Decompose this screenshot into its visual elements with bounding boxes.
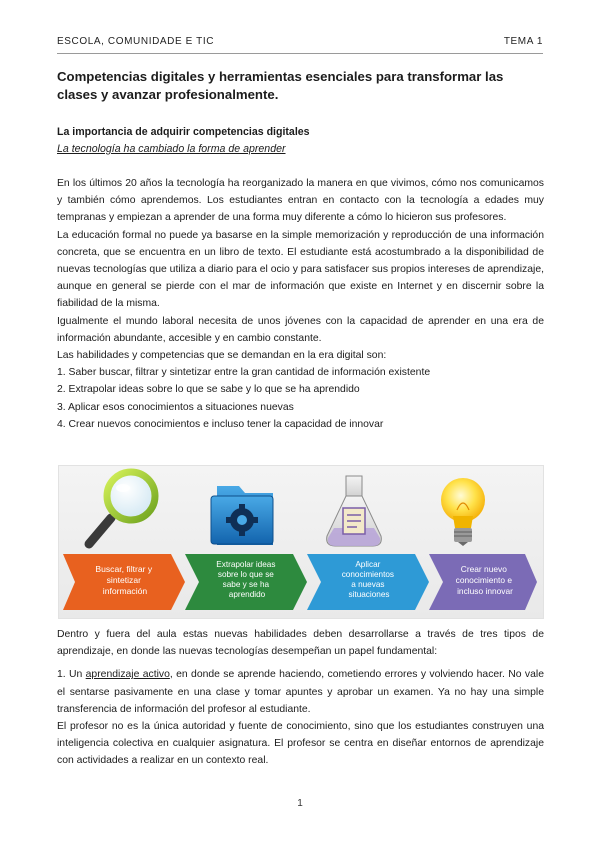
- list-number: 1. Un: [57, 669, 86, 681]
- paragraph: Las habilidades y competencias que se demandan en la era digital son:: [57, 350, 387, 362]
- header-divider: [57, 53, 543, 54]
- header-course-title: ESCOLA, COMUNIDADE E TIC: [57, 36, 215, 47]
- arrow-step-1-label: Buscar, filtrar y sintetizar información: [95, 564, 153, 596]
- header-topic-label: TEMA 1: [503, 36, 543, 47]
- page-header: [57, 36, 543, 52]
- list-item: 2. Extrapolar ideas sobre lo que se sabe y lo que se ha aprendido: [57, 384, 360, 396]
- section-heading: La importancia de adquirir competencias digitales: [57, 126, 310, 138]
- arrow-step-2-label: Extrapolar ideas sobre lo que se sabe y se ha aprendido: [216, 560, 276, 599]
- light-bulb-icon: [441, 478, 485, 546]
- arrow-step-3: [307, 554, 429, 610]
- magnifying-glass-icon: [89, 472, 155, 544]
- flask-document-icon: [327, 476, 382, 546]
- paragraph: Igualmente el mundo laboral necesita de unos jóvenes con la capacidad de aprender en una era de información abundante, accesible y en cambio constante.: [57, 315, 544, 344]
- folder-gear-icon: [211, 486, 273, 545]
- paragraph: Dentro y fuera del aula estas nuevas habilidades deben desarrollarse a través de tres tipos de aprendizaje, en donde las nuevas tecnologías desempeñan un papel fundamental:: [57, 629, 544, 658]
- arrow-step-4-label: Crear nuevo conocimiento e incluso innovar: [455, 564, 513, 596]
- paragraph-text: , en donde se aprende haciendo, cometiendo errores y volviendo hacer. No vale el sentarse pasivamente en una clase y tomar apuntes y aprobar un examen. Ya no hay una simple transferencia de información del profesor al estudiante.: [57, 669, 544, 715]
- arrow-step-1: [63, 554, 185, 610]
- arrow-step-2: [185, 554, 307, 610]
- paragraph: El profesor no es la única autoridad y fuente de conocimiento, sino que los estudiantes construyen una inteligencia colectiva en cualquier asignatura. El profesor se centra en diseñar entornos de aprendizaje con actividades a realizar en un contexto real.: [57, 721, 544, 767]
- paragraph: En los últimos 20 años la tecnología ha reorganizado la manera en que vivimos, cómo nos comunicamos y también cómo aprendemos. Los estudiantes entran en contacto con la tecnología a edades muy tempranas y empiezan a aprender de una forma muy diferente a cómo lo hicieron sus profesores.: [57, 178, 544, 224]
- body-block-2: [57, 626, 544, 770]
- list-item: 1. Saber buscar, filtrar y sintetizar entre la gran cantidad de información existente: [57, 367, 431, 379]
- document-title: Competencias digitales y herramientas esenciales para transformar las clases y avanzar profesionalmente.: [57, 69, 504, 102]
- paragraph: [57, 666, 544, 718]
- arrow-step-4: [429, 554, 537, 610]
- list-item: 3. Aplicar esos conocimientos a situaciones nuevas: [57, 401, 294, 413]
- body-block-1: [57, 175, 544, 433]
- active-learning-term: aprendizaje activo: [85, 669, 170, 681]
- list-item: 4. Crear nuevos conocimientos e incluso tener la capacidad de innovar: [57, 418, 384, 430]
- section-subheading: La tecnología ha cambiado la forma de aprender: [57, 143, 286, 155]
- skills-infographic: [58, 465, 544, 619]
- arrow-step-3-label: Aplicar conocimientos a nuevas situaciones: [341, 560, 395, 599]
- page-number: 1: [297, 798, 303, 809]
- paragraph: La educación formal no puede ya basarse en la simple memorización y reproducción de una información concreta, que se encuentra en un libro de texto. El estudiante está acostumbrado a la disponibilidad de nuevas tecnologías que utiliza a diario para el ocio y para satisfacer sus propios intereses de aprendizaje, aunque en general se pierde con el mar de información que existe en Internet y en discernir sobre la fiabilidad de la misma.: [57, 229, 544, 310]
